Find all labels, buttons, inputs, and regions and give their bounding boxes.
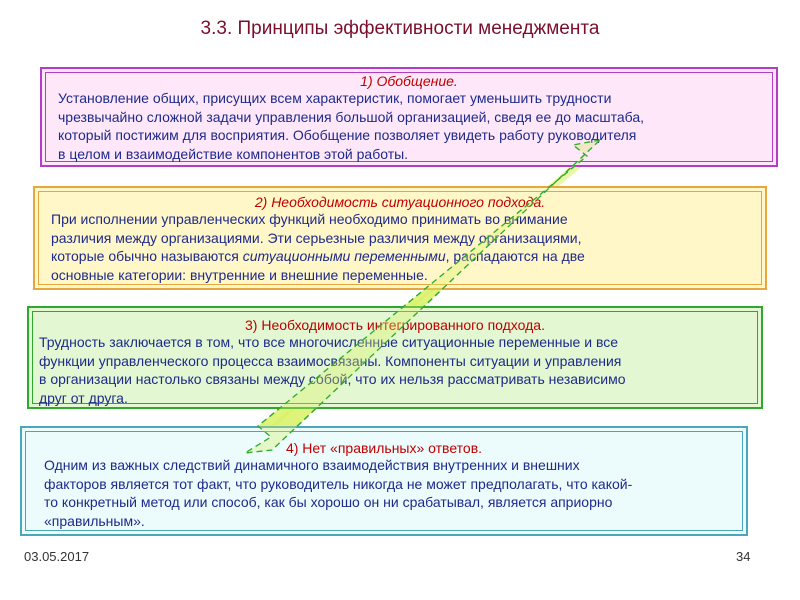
principle-box-situational: [33, 186, 767, 290]
principle-text-line: Одним из важных следствий динамичного взаимодействия внутренних и внешних: [44, 457, 580, 473]
principle-text-line: При исполнении управленческих функций необходимо принимать во внимание: [51, 211, 568, 227]
principle-text-line: [39, 247, 761, 266]
principle-text-line: различия между организациями. Эти серьезные различия между организациями,: [51, 229, 582, 246]
slide-title: 3.3. Принципы эффективности менеджмента: [200, 18, 600, 39]
principle-text-line: чрезвычайно сложной задачи управления большой организацией, сведя ее до масштаба,: [58, 108, 645, 125]
principle-text-line: основные категории: внутренние и внешние переменные.: [51, 266, 428, 283]
principle-text-fragment: , распадаются на две: [445, 248, 585, 264]
principle-box-integrated: [27, 306, 763, 409]
principle-text-line: Трудность заключается в том, что все многочисленные ситуационные переменные и все: [39, 334, 619, 350]
situational-variables-term: ситуационными переменными: [242, 248, 446, 264]
principle-text-line: в организации настолько связаны между собой, что их нельзя рассматривать независимо: [39, 371, 626, 387]
principle-text-line: Установление общих, присущих всем характеристик, помогает уменьшить трудности: [58, 90, 612, 106]
principle-box-generalization: [40, 67, 778, 167]
principle-text-line: друг от друга.: [39, 389, 128, 406]
principle-text-line: то конкретный метод или способ, как бы хорошо он ни срабатывал, является априорно: [44, 494, 613, 510]
principle-heading: 3) Необходимость интегрированного подхода.: [245, 317, 545, 333]
slide-date: 03.05.2017: [24, 549, 90, 564]
principle-heading: 1) Обобщение.: [360, 73, 458, 89]
principle-text-fragment: которые обычно называются: [51, 248, 243, 264]
principle-text-line: функции управленческого процесса взаимосвязаны. Компоненты ситуации и управления: [39, 352, 622, 369]
principle-box-no-right-answers: [20, 426, 748, 536]
principle-heading: 4) Нет «правильных» ответов.: [285, 440, 483, 456]
principle-text-line: в целом и взаимодействие компонентов этой работы.: [58, 145, 409, 162]
principle-text-line: который постижим для восприятия. Обобщение позволяет увидеть работу руководителя: [58, 127, 637, 143]
principle-heading: 2) Необходимость ситуационного подхода.: [254, 194, 546, 210]
principle-text-line: факторов является тот факт, что руководитель никогда не может предполагать, что какой-: [44, 475, 633, 492]
slide-page-number: 34: [736, 549, 751, 564]
principle-text-line: «правильным».: [44, 512, 145, 529]
